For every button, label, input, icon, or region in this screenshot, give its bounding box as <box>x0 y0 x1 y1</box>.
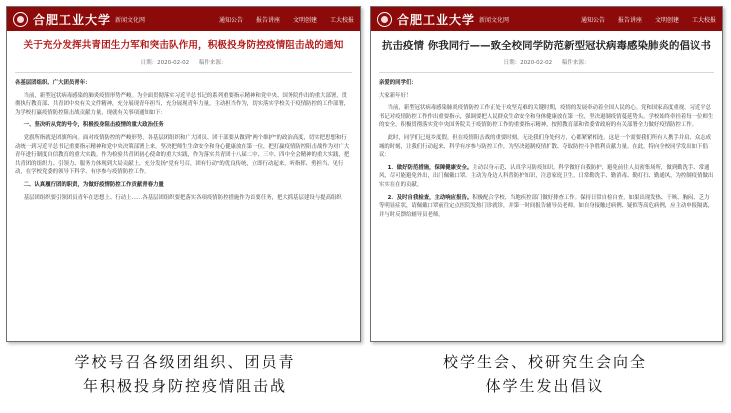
section-heading: 二、认真履行团的职责，为做好疫情防控工作贡献青春力量 <box>23 181 164 188</box>
university-seal-icon <box>13 12 28 27</box>
paragraph: 党旗所指就是团旗所向。面对疫情防控的严峻形势，各基层团组织和广大团员、团干部要从做到"两个维护"的政治高度，切实把思想和行动统一到习近平总书记重要指示精神和党中央决策部署上来，坚决把师生生命安全和身心健康放在第一位，把打赢疫情防控阻击战作为对广大青年进行制度自信教育的重大实践。作为检验共青团初心使命的重大实践，作为落实共青团十八届二中、三中、四中全会精神的重大实践，把共青团的组织力、引领力、服务力体现到大局贡献上，充分发扬"党有号召，团有行动"的优良传统，立即行动起来，听指挥、勇担当、见行动，在学校党委的领导下科学、有序参与疫情防控工作。 <box>15 134 350 176</box>
greeting: 亲爱的同学们： <box>379 80 417 86</box>
article-body <box>379 73 714 219</box>
caption-line: 年积极投身防控疫情阻击战 <box>82 377 287 395</box>
site-brand-sub: 新闻文化网 <box>479 16 510 24</box>
proposal-item-1 <box>379 164 714 190</box>
paragraph: 当前，新型冠状病毒感染的肺炎疫情形势严峻。为全面贯彻落实习近平总书记的系列重要指示精神和党中央、国务院作出的重大部署，贯彻执行教育部、共青团中央有关文件精神，充分展现青年担当，充分展现青年力量，主动担当作为，切实落实学校关于疫情防控的工作部署，为学校打赢疫情防控阻击战贡献力量，现就有关事项通知如下： <box>15 92 350 116</box>
paragraph: 当前，新型冠状病毒感染肺炎疫情防控工作正处于攻坚克难的关键时期，疫情的发展牵动着全国人民的心。党和国家高度重视，习近平总书记对疫情防控工作作出重要指示，强调要把人民群众生命安全和身体健康放在第一位，坚决遏制疫情蔓延势头。学校始终牵挂着每一位师生的安全，积极贯彻落实党中央国务院关于疫情防控工作的重要指示精神，按照教育部和省委省政府的有关部署全力做好疫情防控工作。 <box>379 105 714 129</box>
article <box>7 31 360 202</box>
article-title: 抗击疫情 你我同行——致全校同学防范新型冠状病毒感染肺炎的倡议书 <box>382 40 711 52</box>
nav-item-lectures[interactable]: 报告讲座 <box>617 16 642 24</box>
left-caption <box>20 350 350 398</box>
proposal-item-title: 1．做好防范措施，保障健康安全。 <box>387 164 473 171</box>
site-brand-sub: 新闻文化网 <box>115 16 146 24</box>
university-seal-icon <box>377 12 392 27</box>
caption-line: 体学生发出倡议 <box>485 377 605 395</box>
article-title: 关于充分发挥共青团生力军和突击队作用，积极投身防控疫情阻击战的通知 <box>23 40 344 51</box>
site-brand[interactable]: 合肥工业大学 <box>33 12 112 27</box>
article <box>371 31 722 219</box>
article-meta <box>379 58 714 73</box>
paragraph: 基层团组织要引领团员青年在思想上、行动上……各基层团组织要把落实各项疫情防控措施作为首要任务，把大抓基层建设与提高组织 <box>23 194 342 201</box>
top-nav <box>219 15 354 24</box>
right-caption <box>380 350 710 398</box>
article-source: 稿件来源： <box>561 60 590 66</box>
paragraph: 此时，同学们已返乡度假。但在疫情阻击战的重要时刻，无论我们身处何方，心都紧紧相连。这是一个需要我们所有人携手并肩、众志成城的时刻，让我们行动起来，科学有序参与防控工作，为坚决遏制疫情扩散、夺取防控斗争胜利贡献力量。在此，特向全校同学发出如下倡议： <box>379 134 712 159</box>
article-body <box>15 73 352 202</box>
new-year-line: 大家新年好！ <box>379 92 412 99</box>
site-brand[interactable]: 合肥工业大学 <box>397 12 476 27</box>
nav-item-newspaper[interactable]: 工大校报 <box>691 16 716 24</box>
caption-line: 校学生会、校研究生会向全 <box>442 353 647 371</box>
nav-item-civility[interactable]: 文明创建 <box>654 16 679 24</box>
proposal-item-title: 2．及时自我检查，主动响应报告。 <box>387 194 473 201</box>
salutation: 各基层团组织、广大团员青年： <box>15 80 91 86</box>
nav-item-lectures[interactable]: 报告讲座 <box>255 16 280 24</box>
caption-line: 学校号召各级团组织、团员青 <box>74 353 296 371</box>
nav-item-notices[interactable]: 通知公告 <box>580 16 605 24</box>
proposal-item-text: 主动以身示范、认真学习防疫知识，科学做好自我防护，避免前往人员密集场所，做到勤洗手、常通风，尽可能避免外出，出门佩戴口罩。主动为身边人科普防护知识，注意家庭卫生，日常勤洗手、勤消毒、勤打扫、勤通风，为控制疫情做出实实在在的贡献。 <box>379 164 714 188</box>
top-nav <box>581 15 716 24</box>
left-notice-screenshot <box>6 6 361 342</box>
right-proposal-screenshot <box>370 6 723 342</box>
site-header <box>371 7 722 31</box>
article-date: 日期：2020-02-02 <box>140 60 190 66</box>
proposal-item-2 <box>379 194 714 220</box>
article-source: 稿件来源： <box>198 60 227 66</box>
section-heading: 一、坚决听从党的号令，积极投身阻击疫情的重大政治任务 <box>23 122 164 129</box>
site-header <box>7 7 360 31</box>
article-meta <box>15 58 352 73</box>
nav-item-newspaper[interactable]: 工大校报 <box>329 16 354 24</box>
nav-item-notices[interactable]: 通知公告 <box>218 16 243 24</box>
nav-item-civility[interactable]: 文明创建 <box>292 16 317 24</box>
proposal-item-text: 积极配合学校、当地疾控部门做好排查工作。保持日常自检自查，如果出现发热、干咳、胸闷、乏力等明显症状，请佩戴口罩前往定点医院发热门诊就诊，并第一时间报告辅导员老师。如自身接触过病例、疑似等高危病例，应主动申报隔离，并与时反馈给辅导员老师。 <box>379 194 714 218</box>
article-date: 日期：2020-02-02 <box>503 60 553 66</box>
